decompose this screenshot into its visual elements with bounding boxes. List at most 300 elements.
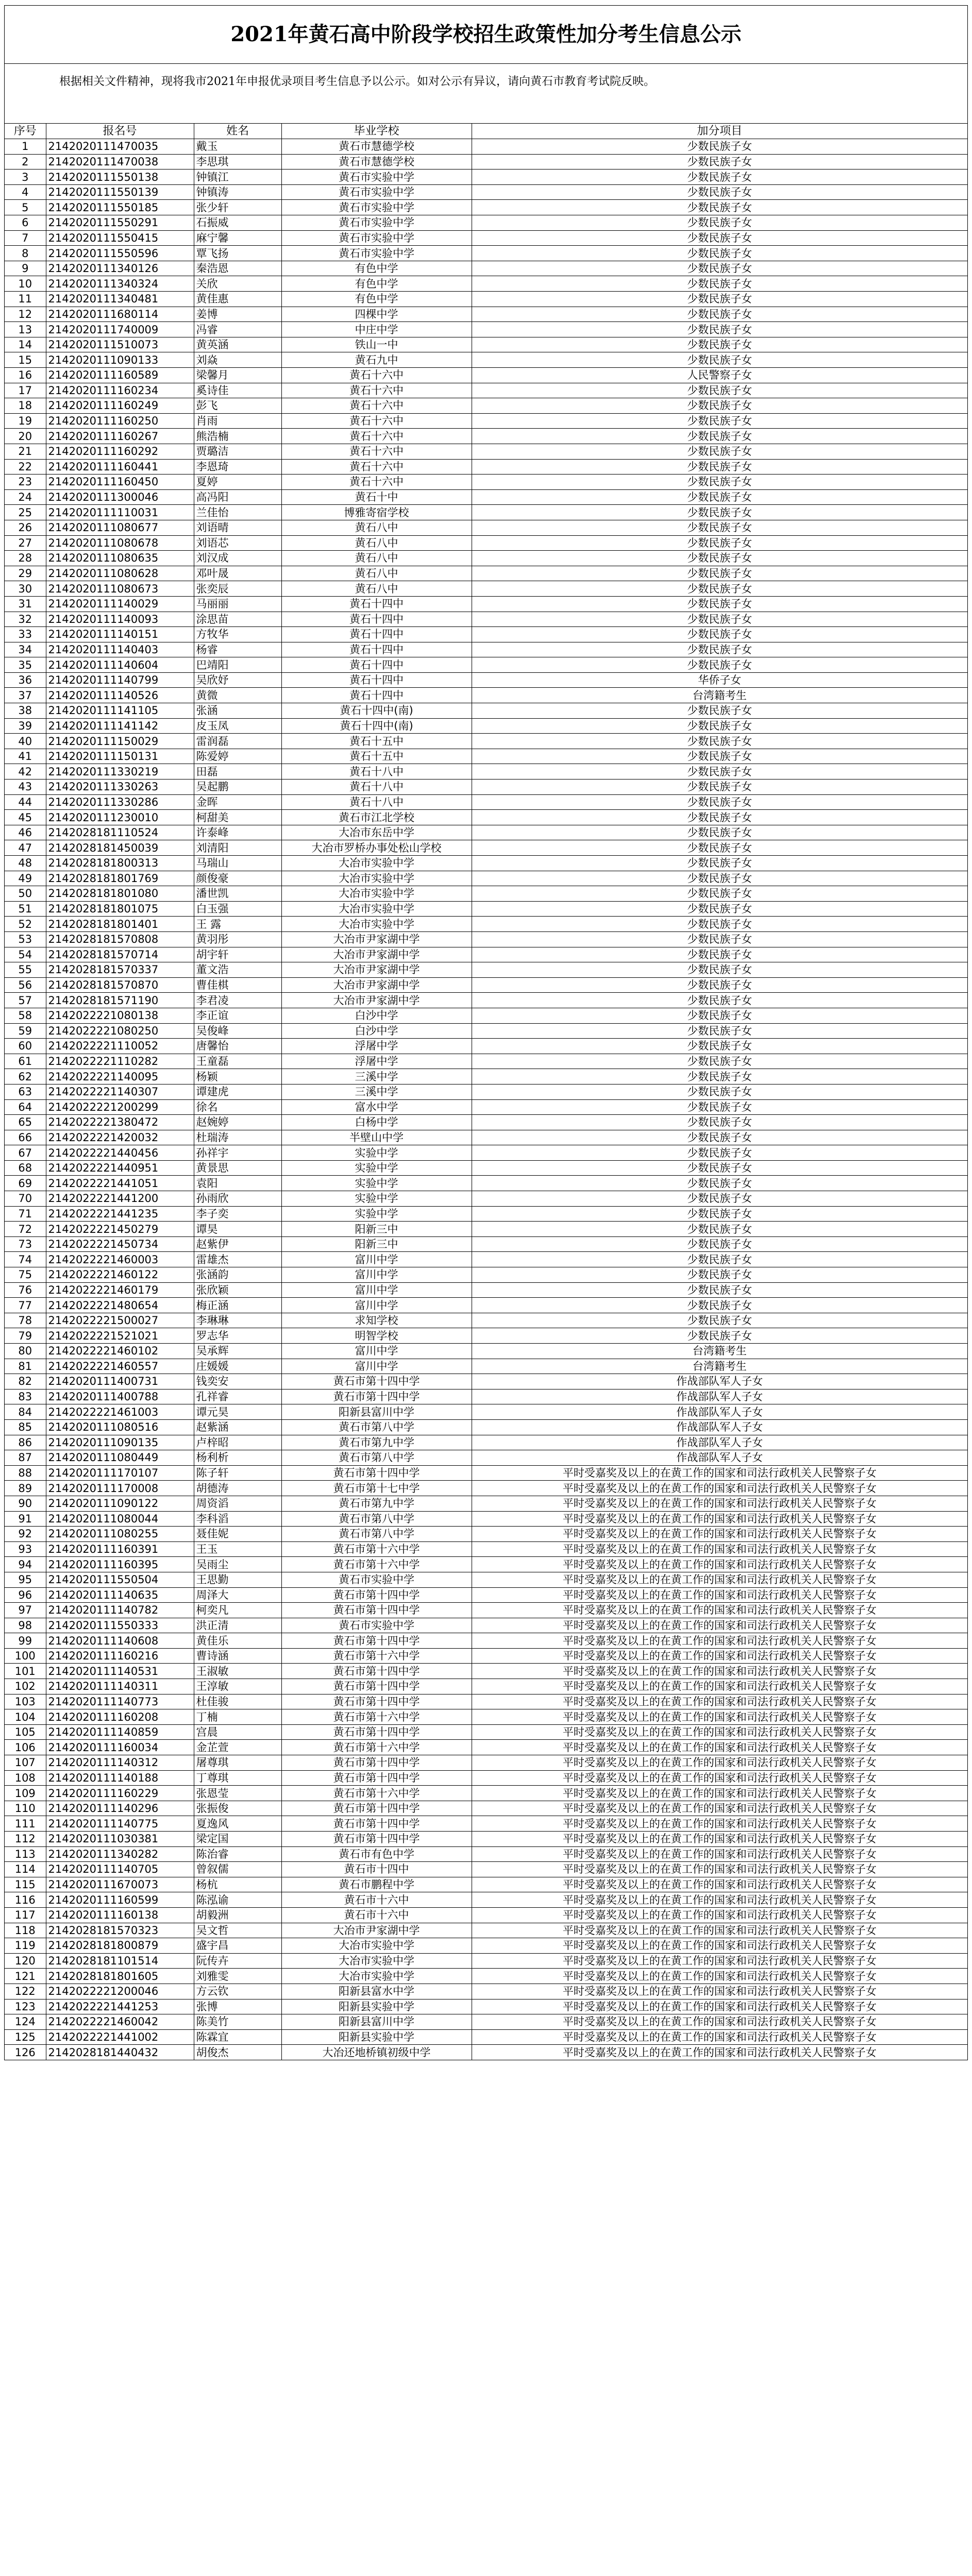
bonus-item-cell: 少数民族子女 [472, 1160, 967, 1176]
school-cell: 阳新三中 [281, 1222, 472, 1237]
reg-no-cell: 2142020111140773 [46, 1694, 194, 1709]
reg-no-cell: 2142022221080138 [46, 1008, 194, 1023]
reg-no-cell: 2142020111740009 [46, 322, 194, 337]
name-cell: 梁定国 [194, 1832, 281, 1847]
name-cell: 张涵韵 [194, 1267, 281, 1283]
reg-no-cell: 2142020111141142 [46, 718, 194, 734]
name-cell: 柯甜美 [194, 810, 281, 825]
bonus-item-cell: 少数民族子女 [472, 535, 967, 551]
bonus-item-cell: 平时受嘉奖及以上的在黄工作的国家和司法行政机关人民警察子女 [472, 2014, 967, 2030]
seq-cell: 105 [5, 1724, 46, 1740]
bonus-item-cell: 少数民族子女 [472, 871, 967, 886]
school-cell: 黄石十六中 [281, 444, 472, 459]
bonus-item-cell: 少数民族子女 [472, 1222, 967, 1237]
bonus-item-cell: 少数民族子女 [472, 947, 967, 962]
school-cell: 大冶市实验中学 [281, 1969, 472, 1984]
name-cell: 刘清阳 [194, 840, 281, 856]
name-cell: 王淑敏 [194, 1664, 281, 1679]
seq-cell: 48 [5, 856, 46, 871]
bonus-item-cell: 少数民族子女 [472, 901, 967, 917]
name-cell: 刘语晴 [194, 520, 281, 535]
bonus-item-cell: 少数民族子女 [472, 444, 967, 459]
seq-cell: 114 [5, 1862, 46, 1877]
bonus-item-cell: 少数民族子女 [472, 170, 967, 185]
seq-cell: 125 [5, 2029, 46, 2045]
table-row [5, 1572, 967, 1587]
school-cell: 大冶市尹家湖中学 [281, 1923, 472, 1938]
name-cell: 潘世凯 [194, 886, 281, 902]
reg-no-cell: 2142020111080044 [46, 1511, 194, 1527]
school-cell: 大冶市尹家湖中学 [281, 962, 472, 978]
school-cell: 黄石十四中(南) [281, 703, 472, 719]
name-cell: 王 露 [194, 917, 281, 932]
school-cell: 大冶市尹家湖中学 [281, 977, 472, 993]
seq-cell: 9 [5, 261, 46, 276]
table-row [5, 825, 967, 840]
bonus-item-cell: 少数民族子女 [472, 810, 967, 825]
school-cell: 黄石市第十四中学 [281, 1755, 472, 1771]
school-cell: 实验中学 [281, 1160, 472, 1176]
table-row [5, 1892, 967, 1908]
reg-no-cell: 2142022221441235 [46, 1206, 194, 1222]
seq-cell: 78 [5, 1313, 46, 1328]
name-cell: 涂思苗 [194, 612, 281, 627]
table-row [5, 1755, 967, 1771]
name-cell: 周资滔 [194, 1496, 281, 1511]
table-row [5, 1160, 967, 1176]
bonus-item-cell: 台湾籍考生 [472, 1359, 967, 1374]
reg-no-cell: 2142020111140705 [46, 1862, 194, 1877]
seq-cell: 112 [5, 1832, 46, 1847]
name-cell: 赵婉婷 [194, 1115, 281, 1130]
table-row [5, 917, 967, 932]
bonus-item-cell: 台湾籍考生 [472, 1344, 967, 1359]
bonus-item-cell: 少数民族子女 [472, 154, 967, 170]
school-cell: 黄石八中 [281, 566, 472, 581]
bonus-item-cell: 少数民族子女 [472, 764, 967, 779]
bonus-item-cell: 少数民族子女 [472, 612, 967, 627]
school-cell: 实验中学 [281, 1191, 472, 1207]
name-cell: 石振威 [194, 215, 281, 231]
bonus-item-cell: 平时受嘉奖及以上的在黄工作的国家和司法行政机关人民警察子女 [472, 1969, 967, 1984]
school-cell: 黄石市第十四中学 [281, 1603, 472, 1618]
bonus-item-cell: 少数民族子女 [472, 246, 967, 261]
reg-no-cell: 2142020111080449 [46, 1450, 194, 1466]
table-row [5, 322, 967, 337]
bonus-item-cell: 少数民族子女 [472, 489, 967, 505]
table-row [5, 1618, 967, 1633]
bonus-item-cell: 少数民族子女 [472, 1252, 967, 1267]
name-cell: 黄羽彤 [194, 931, 281, 947]
school-cell: 黄石八中 [281, 581, 472, 597]
reg-no-cell: 2142020111160450 [46, 474, 194, 490]
table-row [5, 810, 967, 825]
table-row [5, 307, 967, 322]
school-cell: 阳新县实验中学 [281, 2029, 472, 2045]
seq-cell: 96 [5, 1587, 46, 1603]
seq-cell: 72 [5, 1222, 46, 1237]
table-row [5, 947, 967, 962]
seq-cell: 39 [5, 718, 46, 734]
school-cell: 黄石市第十六中学 [281, 1709, 472, 1725]
school-cell: 黄石市有色中学 [281, 1846, 472, 1862]
reg-no-cell: 2142020111080673 [46, 581, 194, 597]
name-cell: 杜佳骏 [194, 1694, 281, 1709]
school-cell: 黄石市第十四中学 [281, 1816, 472, 1832]
bonus-item-cell: 少数民族子女 [472, 779, 967, 795]
seq-cell: 23 [5, 474, 46, 490]
bonus-item-cell: 平时受嘉奖及以上的在黄工作的国家和司法行政机关人民警察子女 [472, 1557, 967, 1572]
school-cell: 黄石市实验中学 [281, 200, 472, 215]
bonus-item-cell: 平时受嘉奖及以上的在黄工作的国家和司法行政机关人民警察子女 [472, 1587, 967, 1603]
seq-cell: 86 [5, 1435, 46, 1450]
seq-cell: 98 [5, 1618, 46, 1633]
seq-cell: 103 [5, 1694, 46, 1709]
reg-no-cell: 2142020111330219 [46, 764, 194, 779]
bonus-item-cell: 平时受嘉奖及以上的在黄工作的国家和司法行政机关人民警察子女 [472, 1786, 967, 1801]
table-row [5, 1450, 967, 1466]
school-cell: 富川中学 [281, 1298, 472, 1313]
reg-no-cell: 2142020111140029 [46, 596, 194, 612]
table-row [5, 1465, 967, 1481]
seq-cell: 8 [5, 246, 46, 261]
bonus-item-cell: 少数民族子女 [472, 1176, 967, 1191]
table-row [5, 1938, 967, 1954]
bonus-item-cell: 平时受嘉奖及以上的在黄工作的国家和司法行政机关人民警察子女 [472, 1541, 967, 1557]
reg-no-cell: 2142022221200046 [46, 1984, 194, 1999]
reg-no-cell: 2142022221441253 [46, 1999, 194, 2014]
seq-cell: 40 [5, 734, 46, 749]
reg-no-cell: 2142020111141105 [46, 703, 194, 719]
table-row [5, 383, 967, 398]
table-row [5, 154, 967, 170]
reg-no-cell: 2142020111340282 [46, 1846, 194, 1862]
reg-no-cell: 2142022221380472 [46, 1115, 194, 1130]
table-row [5, 1298, 967, 1313]
seq-cell: 94 [5, 1557, 46, 1572]
table-row [5, 566, 967, 581]
column-header-school: 毕业学校 [281, 124, 472, 139]
school-cell: 实验中学 [281, 1176, 472, 1191]
name-cell: 梅正涵 [194, 1298, 281, 1313]
reg-no-cell: 2142020111140782 [46, 1603, 194, 1618]
reg-no-cell: 2142020111170008 [46, 1481, 194, 1496]
seq-cell: 75 [5, 1267, 46, 1283]
school-cell: 黄石市第十四中学 [281, 1587, 472, 1603]
school-cell: 黄石十六中 [281, 368, 472, 383]
reg-no-cell: 2142020111090133 [46, 352, 194, 368]
reg-no-cell: 2142020111140859 [46, 1724, 194, 1740]
seq-cell: 58 [5, 1008, 46, 1023]
bonus-item-cell: 平时受嘉奖及以上的在黄工作的国家和司法行政机关人民警察子女 [472, 1953, 967, 1969]
seq-cell: 32 [5, 612, 46, 627]
seq-cell: 121 [5, 1969, 46, 1984]
reg-no-cell: 2142028181570323 [46, 1923, 194, 1938]
reg-no-cell: 2142022221441051 [46, 1176, 194, 1191]
bonus-item-cell: 平时受嘉奖及以上的在黄工作的国家和司法行政机关人民警察子女 [472, 1923, 967, 1938]
table-row [5, 1587, 967, 1603]
name-cell: 杨利析 [194, 1450, 281, 1466]
table-row [5, 1770, 967, 1786]
school-cell: 富川中学 [281, 1359, 472, 1374]
bonus-item-cell: 少数民族子女 [472, 734, 967, 749]
column-header-name: 姓名 [194, 124, 281, 139]
reg-no-cell: 2142022221450734 [46, 1236, 194, 1252]
bonus-item-cell: 少数民族子女 [472, 917, 967, 932]
seq-cell: 61 [5, 1054, 46, 1069]
seq-cell: 83 [5, 1389, 46, 1404]
name-cell: 杜瑞涛 [194, 1130, 281, 1145]
bonus-item-cell: 少数民族子女 [472, 794, 967, 810]
table-row [5, 1389, 967, 1404]
bonus-item-cell: 少数民族子女 [472, 840, 967, 856]
bonus-item-cell: 少数民族子女 [472, 718, 967, 734]
bonus-item-cell: 少数民族子女 [472, 551, 967, 566]
table-row [5, 1130, 967, 1145]
school-cell: 黄石市实验中学 [281, 184, 472, 200]
bonus-item-cell: 少数民族子女 [472, 337, 967, 352]
school-cell: 黄石市第十六中学 [281, 1786, 472, 1801]
seq-cell: 14 [5, 337, 46, 352]
school-cell: 中庄中学 [281, 322, 472, 337]
table-row [5, 1206, 967, 1222]
bonus-item-cell: 平时受嘉奖及以上的在黄工作的国家和司法行政机关人民警察子女 [472, 1618, 967, 1633]
school-cell: 黄石市第十四中学 [281, 1633, 472, 1649]
bonus-item-cell: 平时受嘉奖及以上的在黄工作的国家和司法行政机关人民警察子女 [472, 1633, 967, 1649]
school-cell: 实验中学 [281, 1206, 472, 1222]
seq-cell: 21 [5, 444, 46, 459]
reg-no-cell: 2142020111160034 [46, 1740, 194, 1755]
bonus-item-cell: 少数民族子女 [472, 1115, 967, 1130]
school-cell: 黄石市第十四中学 [281, 1832, 472, 1847]
reg-no-cell: 2142022221110282 [46, 1054, 194, 1069]
table-row [5, 1709, 967, 1725]
reg-no-cell: 2142020111150029 [46, 734, 194, 749]
bonus-item-cell: 少数民族子女 [472, 977, 967, 993]
name-cell: 熊浩楠 [194, 429, 281, 444]
school-cell: 黄石十四中 [281, 657, 472, 673]
reg-no-cell: 2142028181570337 [46, 962, 194, 978]
name-cell: 张涵 [194, 703, 281, 719]
reg-no-cell: 2142020111140635 [46, 1587, 194, 1603]
bonus-item-cell: 少数民族子女 [472, 1191, 967, 1207]
table-row [5, 1694, 967, 1709]
name-cell: 徐名 [194, 1099, 281, 1115]
bonus-item-cell: 平时受嘉奖及以上的在黄工作的国家和司法行政机关人民警察子女 [472, 2045, 967, 2060]
reg-no-cell: 2142020111090122 [46, 1496, 194, 1511]
school-cell: 四棵中学 [281, 307, 472, 322]
name-cell: 陈子轩 [194, 1465, 281, 1481]
seq-cell: 1 [5, 139, 46, 155]
bonus-item-cell: 少数民族子女 [472, 627, 967, 642]
seq-cell: 50 [5, 886, 46, 902]
seq-cell: 7 [5, 230, 46, 246]
bonus-item-cell: 少数民族子女 [472, 993, 967, 1008]
table-row [5, 1176, 967, 1191]
name-cell: 马瑞山 [194, 856, 281, 871]
school-cell: 大冶还地桥镇初级中学 [281, 2045, 472, 2060]
seq-cell: 82 [5, 1374, 46, 1389]
name-cell: 金晖 [194, 794, 281, 810]
bonus-item-cell: 少数民族子女 [472, 459, 967, 474]
reg-no-cell: 2142022221460179 [46, 1282, 194, 1298]
seq-cell: 44 [5, 794, 46, 810]
seq-cell: 2 [5, 154, 46, 170]
name-cell: 张振俊 [194, 1801, 281, 1816]
seq-cell: 29 [5, 566, 46, 581]
seq-cell: 18 [5, 398, 46, 414]
school-cell: 黄石十五中 [281, 734, 472, 749]
name-cell: 丁尊琪 [194, 1770, 281, 1786]
bonus-item-cell: 少数民族子女 [472, 1282, 967, 1298]
bonus-item-cell: 少数民族子女 [472, 886, 967, 902]
seq-cell: 104 [5, 1709, 46, 1725]
reg-no-cell: 2142020111550333 [46, 1618, 194, 1633]
name-cell: 姜博 [194, 307, 281, 322]
school-cell: 黄石市江北学校 [281, 810, 472, 825]
name-cell: 颜俊豪 [194, 871, 281, 886]
reg-no-cell: 2142022221080250 [46, 1023, 194, 1039]
bonus-item-cell: 少数民族子女 [472, 215, 967, 231]
table-row [5, 1724, 967, 1740]
school-cell: 大冶市实验中学 [281, 901, 472, 917]
table-row [5, 672, 967, 688]
bonus-item-cell: 作战部队军人子女 [472, 1404, 967, 1420]
table-row [5, 1907, 967, 1923]
school-cell: 阳新县富川中学 [281, 1404, 472, 1420]
name-cell: 马丽丽 [194, 596, 281, 612]
table-row [5, 1816, 967, 1832]
reg-no-cell: 2142020111140604 [46, 657, 194, 673]
seq-cell: 13 [5, 322, 46, 337]
name-cell: 彭飞 [194, 398, 281, 414]
bonus-item-cell: 少数民族子女 [472, 657, 967, 673]
school-cell: 黄石十六中 [281, 398, 472, 414]
seq-cell: 74 [5, 1252, 46, 1267]
name-cell: 皮玉凤 [194, 718, 281, 734]
seq-cell: 30 [5, 581, 46, 597]
table-row [5, 1267, 967, 1283]
table-row [5, 1953, 967, 1969]
name-cell: 杨杭 [194, 1877, 281, 1892]
table-row [5, 1679, 967, 1694]
table-row [5, 1252, 967, 1267]
bonus-item-cell: 平时受嘉奖及以上的在黄工作的国家和司法行政机关人民警察子女 [472, 1862, 967, 1877]
school-cell: 黄石八中 [281, 551, 472, 566]
seq-cell: 95 [5, 1572, 46, 1587]
name-cell: 李子奕 [194, 1206, 281, 1222]
bonus-item-cell: 平时受嘉奖及以上的在黄工作的国家和司法行政机关人民警察子女 [472, 1846, 967, 1862]
reg-no-cell: 2142020111470035 [46, 139, 194, 155]
reg-no-cell: 2142022221420032 [46, 1130, 194, 1145]
seq-cell: 63 [5, 1084, 46, 1099]
reg-no-cell: 2142020111140296 [46, 1801, 194, 1816]
school-cell: 有色中学 [281, 292, 472, 307]
bonus-item-cell: 少数民族子女 [472, 581, 967, 597]
seq-cell: 126 [5, 2045, 46, 2060]
seq-cell: 118 [5, 1923, 46, 1938]
table-row [5, 734, 967, 749]
name-cell: 张欣颖 [194, 1282, 281, 1298]
name-cell: 梁馨月 [194, 368, 281, 383]
school-cell: 黄石十四中 [281, 688, 472, 703]
name-cell: 秦浩恩 [194, 261, 281, 276]
seq-cell: 66 [5, 1130, 46, 1145]
table-row [5, 1115, 967, 1130]
school-cell: 黄石市第九中学 [281, 1435, 472, 1450]
reg-no-cell: 2142028181101514 [46, 1953, 194, 1969]
table-row [5, 474, 967, 490]
bonus-item-cell: 平时受嘉奖及以上的在黄工作的国家和司法行政机关人民警察子女 [472, 1694, 967, 1709]
reg-no-cell: 2142022221450279 [46, 1222, 194, 1237]
reg-no-cell: 2142020111340126 [46, 261, 194, 276]
table-row [5, 1404, 967, 1420]
table-row [5, 1328, 967, 1344]
name-cell: 陈治睿 [194, 1846, 281, 1862]
school-cell: 黄石十四中 [281, 596, 472, 612]
table-row [5, 1877, 967, 1892]
seq-cell: 20 [5, 429, 46, 444]
table-row [5, 871, 967, 886]
table-row [5, 612, 967, 627]
seq-cell: 52 [5, 917, 46, 932]
name-cell: 胡宇轩 [194, 947, 281, 962]
table-row [5, 688, 967, 703]
reg-no-cell: 2142020111330286 [46, 794, 194, 810]
bonus-item-cell: 作战部队军人子女 [472, 1389, 967, 1404]
reg-no-cell: 2142022221521021 [46, 1328, 194, 1344]
school-cell: 黄石八中 [281, 535, 472, 551]
table-row [5, 1359, 967, 1374]
reg-no-cell: 2142022221460102 [46, 1344, 194, 1359]
name-cell: 刘语芯 [194, 535, 281, 551]
school-cell: 浮屠中学 [281, 1054, 472, 1069]
name-cell: 许泰峰 [194, 825, 281, 840]
school-cell: 黄石十四中 [281, 612, 472, 627]
name-cell: 吴欣妤 [194, 672, 281, 688]
table-row [5, 749, 967, 764]
school-cell: 黄石市第十四中学 [281, 1679, 472, 1694]
seq-cell: 88 [5, 1465, 46, 1481]
name-cell: 李思琪 [194, 154, 281, 170]
seq-cell: 19 [5, 413, 46, 429]
name-cell: 刘汉成 [194, 551, 281, 566]
bonus-item-cell: 平时受嘉奖及以上的在黄工作的国家和司法行政机关人民警察子女 [472, 1724, 967, 1740]
seq-cell: 36 [5, 672, 46, 688]
bonus-item-cell: 少数民族子女 [472, 1084, 967, 1099]
name-cell: 白玉强 [194, 901, 281, 917]
table-row [5, 1435, 967, 1450]
name-cell: 罗志华 [194, 1328, 281, 1344]
reg-no-cell: 2142020111080628 [46, 566, 194, 581]
school-cell: 黄石市第十六中学 [281, 1648, 472, 1664]
school-cell: 大冶市实验中学 [281, 871, 472, 886]
seq-cell: 3 [5, 170, 46, 185]
reg-no-cell: 2142020111550504 [46, 1572, 194, 1587]
reg-no-cell: 2142020111230010 [46, 810, 194, 825]
seq-cell: 124 [5, 2014, 46, 2030]
name-cell: 卢梓昭 [194, 1435, 281, 1450]
bonus-item-cell: 少数民族子女 [472, 856, 967, 871]
table-row [5, 429, 967, 444]
bonus-item-cell: 少数民族子女 [472, 1099, 967, 1115]
name-cell: 黄佳惠 [194, 292, 281, 307]
seq-cell: 109 [5, 1786, 46, 1801]
name-cell: 钱奕安 [194, 1374, 281, 1389]
table-row [5, 1984, 967, 1999]
table-row [5, 1664, 967, 1679]
reg-no-cell: 2142028181570870 [46, 977, 194, 993]
